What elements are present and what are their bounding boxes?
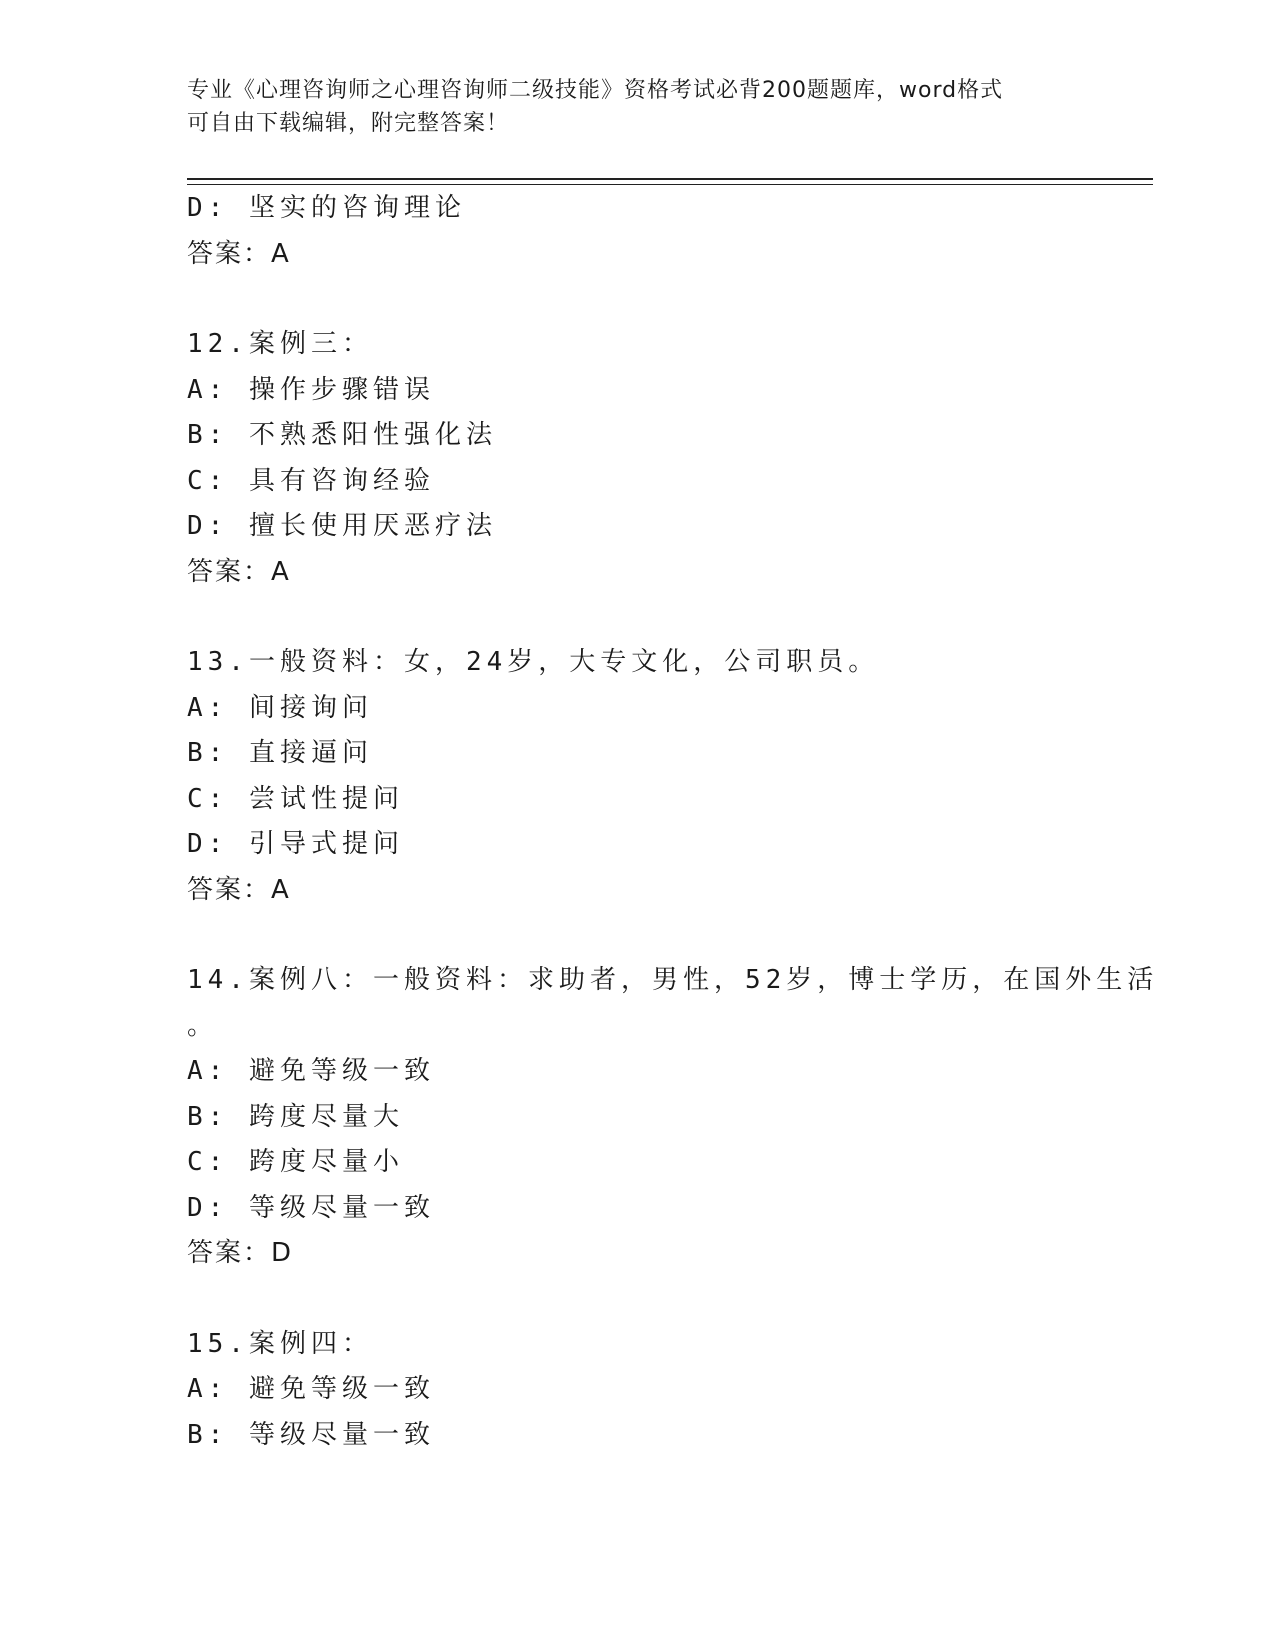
question-stem: 12.案例三： [187, 329, 373, 359]
question-stem-continuation: 。 [187, 1010, 219, 1041]
header-line-2: 可自由下载编辑，附完整答案！ [187, 111, 510, 136]
option-d: D: 坚实的咨询理论 [187, 193, 466, 223]
header-divider-thick [187, 178, 1153, 180]
question-12 [187, 322, 1087, 595]
option-c: C: 具有咨询经验 [187, 465, 435, 496]
answer: 答案：A [187, 238, 291, 269]
option-d: D: 擅长使用厌恶疗法 [187, 511, 497, 541]
answer: 答案：D [187, 1238, 294, 1268]
option-c: C: 跨度尽量小 [187, 1147, 404, 1177]
option-b: B: 跨度尽量大 [187, 1101, 404, 1132]
header-line-1: 专业《心理咨询师之心理咨询师二级技能》资格考试必背200题题库，word格式 [187, 78, 1004, 103]
option-d: D: 引导式提问 [187, 829, 404, 859]
option-d: D: 等级尽量一致 [187, 1192, 435, 1223]
option-b: B: 不熟悉阳性强化法 [187, 420, 497, 450]
option-a: A: 避免等级一致 [187, 1374, 435, 1404]
question-stem: 14.案例八：一般资料：求助者，男性，52岁，博士学历，在国外生活 [187, 965, 1159, 995]
option-b: B: 等级尽量一致 [187, 1419, 435, 1450]
option-a: A: 操作步骤错误 [187, 374, 435, 405]
option-c: C: 尝试性提问 [187, 783, 404, 814]
option-a: A: 间接询问 [187, 692, 373, 723]
question-list [187, 186, 1159, 1458]
header-divider-thin [187, 184, 1153, 185]
answer: 答案：A [187, 874, 291, 905]
answer: 答案：A [187, 556, 291, 587]
document-header [187, 74, 1087, 140]
option-a: A: 避免等级一致 [187, 1056, 435, 1086]
question-14 [187, 958, 1159, 1277]
question-stem: 13.一般资料：女，24岁，大专文化，公司职员。 [187, 647, 880, 677]
question-stem: 15.案例四： [187, 1328, 373, 1359]
question-13 [187, 640, 1087, 913]
option-b: B: 直接逼问 [187, 738, 373, 768]
question-15 [187, 1322, 1087, 1459]
